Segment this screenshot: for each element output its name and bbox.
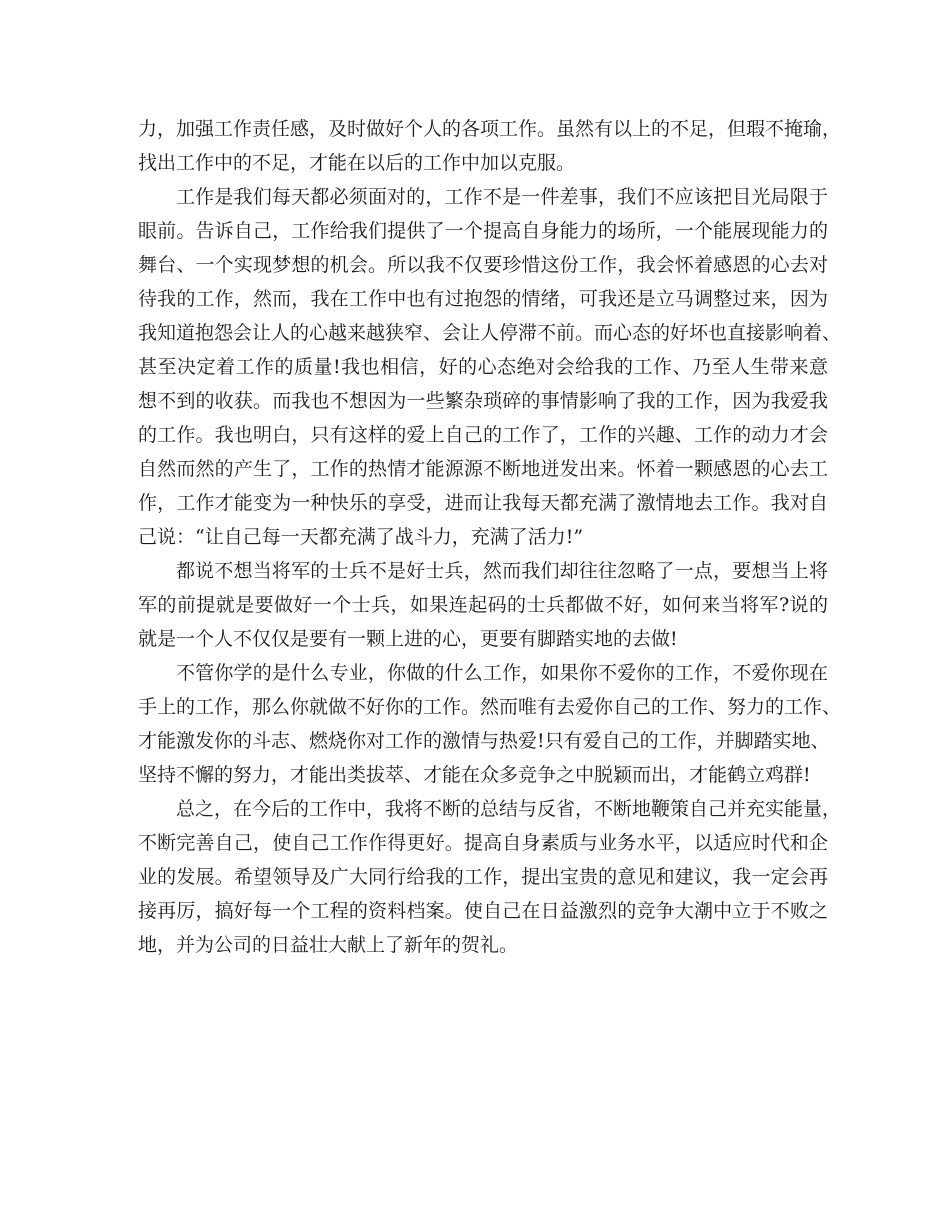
- text-line: 手上的工作，那么你就做不好你的工作。然而唯有去爱你自己的工作、努力的工作、: [138, 696, 842, 718]
- text-line: 不断完善自己，使自己工作作得更好。提高自身素质与业务水平，以适应时代和企: [138, 832, 828, 854]
- text-line: 就是一个人不仅仅是要有一颗上进的心，更要有脚踏实地的去做!: [138, 628, 678, 650]
- text-line: 都说不想当将军的士兵不是好士兵，然而我们却往往忽略了一点，要想当上将: [176, 560, 828, 582]
- text-line: 不管你学的是什么专业，你做的什么工作，如果你不爱你的工作，不爱你现在: [176, 662, 828, 684]
- text-line: 力，加强工作责任感，及时做好个人的各项工作。虽然有以上的不足，但瑕不掩瑜，: [138, 118, 842, 140]
- text-line: 舞台、一个实现梦想的机会。所以我不仅要珍惜这份工作，我会怀着感恩的心去对: [138, 254, 828, 276]
- text-line: 我知道抱怨会让人的心越来越狭窄、会让人停滞不前。而心态的好坏也直接影响着、: [138, 322, 842, 344]
- text-line: 接再厉，搞好每一个工程的资料档案。使自己在日益激烈的竞争大潮中立于不败之: [138, 900, 828, 922]
- text-line: 坚持不懈的努力，才能出类拔萃、才能在众多竞争之中脱颖而出，才能鹤立鸡群!: [138, 764, 811, 786]
- text-line: 找出工作中的不足，才能在以后的工作中加以克服。: [138, 152, 576, 174]
- text-line: 自然而然的产生了，工作的热情才能源源不断地迸发出来。怀着一颗感恩的心去工: [138, 458, 828, 480]
- text-line: 工作是我们每天都必须面对的，工作不是一件差事，我们不应该把目光局限于: [176, 186, 828, 208]
- text-line: 甚至决定着工作的质量!我也相信，好的心态绝对会给我的工作、乃至人生带来意: [138, 356, 828, 378]
- text-line: 才能激发你的斗志、燃烧你对工作的激情与热爱!只有爱自己的工作，并脚踏实地、: [138, 730, 830, 752]
- text-line: 的工作。我也明白，只有这样的爱上自己的工作了，工作的兴趣、工作的动力才会: [138, 424, 828, 446]
- text-line: 业的发展。希望领导及广大同行给我的工作，提出宝贵的意见和建议，我一定会再: [138, 866, 828, 888]
- text-line: 眼前。告诉自己，工作给我们提供了一个提高自身能力的场所，一个能展现能力的: [138, 220, 828, 242]
- text-line: 想不到的收获。而我也不想因为一些繁杂琐碎的事情影响了我的工作，因为我爱我: [138, 390, 828, 412]
- text-line: 待我的工作，然而，我在工作中也有过抱怨的情绪，可我还是立马调整过来，因为: [138, 288, 828, 310]
- text-line: 作，工作才能变为一种快乐的享受，进而让我每天都充满了激情地去工作。我对自: [138, 492, 828, 514]
- text-line: 己说：“让自己每一天都充满了战斗力，充满了活力!”: [138, 526, 584, 548]
- text-line: 地，并为公司的日益壮大献上了新年的贺礼。: [138, 934, 519, 956]
- text-line: 军的前提就是要做好一个士兵，如果连起码的士兵都做不好，如何来当将军?说的: [138, 594, 828, 616]
- text-line: 总之，在今后的工作中，我将不断的总结与反省，不断地鞭策自己并充实能量，: [176, 798, 842, 820]
